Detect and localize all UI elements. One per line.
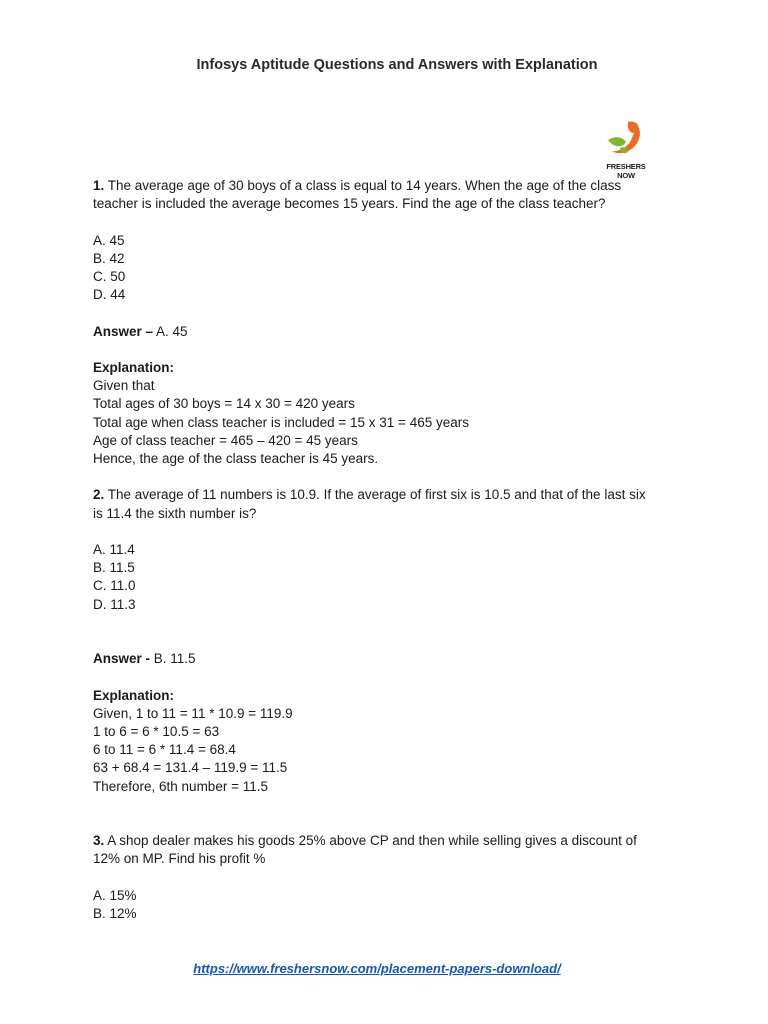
answer-value: B. 11.5 [153, 651, 196, 667]
answer-label: Answer - [93, 651, 151, 667]
option-c: C. 11.0 [93, 578, 136, 594]
explanation-label: Explanation: [93, 687, 175, 703]
question-text-line: A shop dealer makes his goods 25% above CP and then while selling gives a discount of [107, 833, 637, 849]
explanation-line: 63 + 68.4 = 131.4 – 119.9 = 11.5 [93, 760, 288, 776]
question-text-line: teacher is included the average becomes 15 years. Find the age of the class teacher? [93, 196, 606, 212]
page-title: Infosys Aptitude Questions and Answers with Explanation [196, 57, 598, 73]
option-b: B. 42 [93, 250, 125, 266]
question-2 [93, 486, 683, 795]
explanation-line: Age of class teacher = 465 – 420 = 45 years [93, 432, 358, 448]
document-body [93, 177, 683, 923]
placement-papers-link[interactable]: https://www.freshersnow.com/placement-papers-download/ [193, 961, 561, 976]
option-d: D. 44 [93, 287, 126, 303]
question-number: 3. [93, 833, 105, 849]
question-number: 2. [93, 487, 105, 503]
footer [0, 961, 754, 976]
answer-label: Answer – [93, 323, 154, 339]
logo-text: FRESHERS NOW [606, 162, 646, 180]
option-a: A. 45 [93, 232, 125, 248]
explanation-line: 1 to 6 = 6 * 10.5 = 63 [93, 723, 220, 739]
explanation-line: Hence, the age of the class teacher is 45 years. [93, 451, 379, 466]
explanation-line: Given, 1 to 11 = 11 * 10.9 = 119.9 [93, 705, 293, 721]
option-a: A. 15% [93, 887, 137, 903]
question-text-line: The average age of 30 boys of a class is equal to 14 years. When the age of the class [107, 178, 622, 193]
option-c: C. 50 [93, 269, 126, 284]
option-d: D. 11.3 [93, 596, 136, 612]
question-1 [93, 177, 683, 468]
explanation-label: Explanation: [93, 359, 175, 375]
freshers-now-logo [598, 118, 654, 180]
question-text-line: 12% on MP. Find his profit % [93, 851, 266, 867]
explanation-line: 6 to 11 = 6 * 11.4 = 68.4 [93, 742, 236, 758]
option-b: B. 12% [93, 905, 137, 921]
logo-figure-icon [598, 118, 654, 162]
question-text-line: is 11.4 the sixth number is? [93, 505, 257, 521]
explanation-line: Given that [93, 378, 155, 394]
explanation-line: Therefore, 6th number = 11.5 [93, 778, 268, 794]
answer-value: A. 45 [156, 323, 188, 339]
question-number: 1. [93, 178, 105, 193]
explanation-line: Total ages of 30 boys = 14 x 30 = 420 years [93, 396, 355, 412]
question-3 [93, 832, 683, 923]
question-text-line: The average of 11 numbers is 10.9. If the average of first six is 10.5 and that of the last six [107, 487, 646, 503]
explanation-line: Total age when class teacher is included = 15 x 31 = 465 years [93, 414, 469, 430]
option-a: A. 11.4 [93, 541, 135, 557]
option-b: B. 11.5 [93, 560, 135, 576]
